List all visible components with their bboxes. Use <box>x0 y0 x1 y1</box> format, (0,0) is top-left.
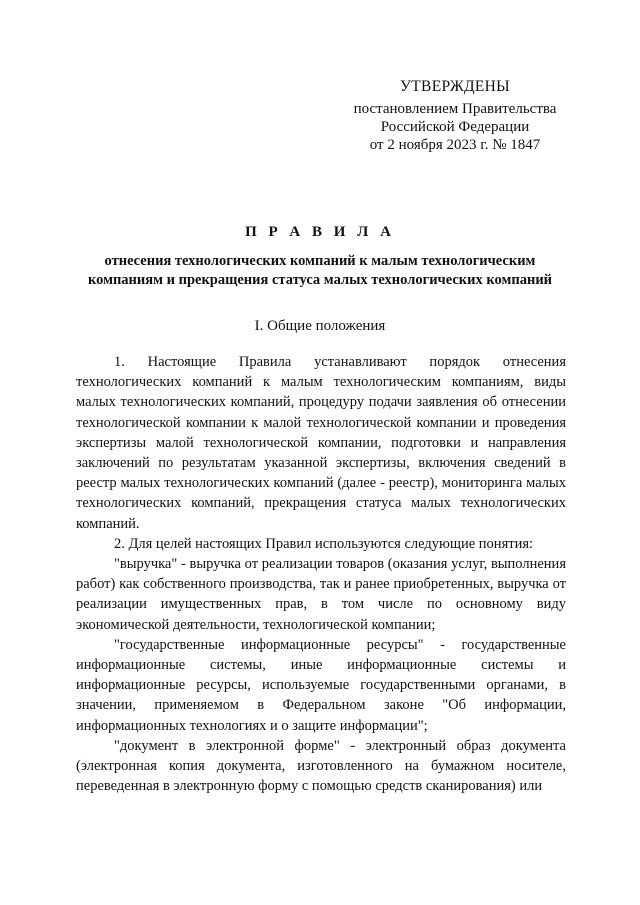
document-subtitle <box>60 252 580 290</box>
paragraph-definitions-intro: 2. Для целей настоящих Правил используются следующие понятия: <box>114 535 534 552</box>
section-heading: I. Общие положения <box>254 318 386 334</box>
approval-line-government: Российской Федерации <box>380 119 530 135</box>
paragraph-rules-scope: 1. Настоящие Правила устанавливают порядок отнесения технологических компаний к малым технологическим компаниям, виды малых технологических компаний, процедуру подачи заявления об отнесении технологической компании к малой технологической компании и проведения экспертизы малой технологической компании, подготовки и направления заключений по результатам указанной экспертизы, включения сведений в реестр малых технологических компаний (далее - реестр), мониторинга малых технологических компаний, прекращения статуса малых технологических компаний. <box>76 354 566 532</box>
subtitle-line-1: отнесения технологических компаний к малым технологическим <box>104 253 536 269</box>
document-title: П Р А В И Л А <box>245 224 395 240</box>
approval-block <box>320 78 590 154</box>
paragraph-definition-revenue: "выручка" - выручка от реализации товаров (оказания услуг, выполнения работ) как собственного производства, так и ранее приобретенных, выручка от реализации имущественных прав, в том числе по основному виду экономической деятельности, технологической компании; <box>76 556 566 633</box>
approval-stamp-title: УТВЕРЖДЕНЫ <box>400 78 510 95</box>
paragraph-definition-electronic-document: "документ в электронной форме" - электронный образ документа (электронная копия документа, изготовленного на бумажном носителе, переведенная в электронную форму с помощью средств сканирования) или <box>76 737 566 795</box>
document-body <box>76 352 566 796</box>
approval-line-date: от 2 ноября 2023 г. № 1847 <box>369 137 541 153</box>
subtitle-line-2: компаниям и прекращения статуса малых технологических компаний <box>87 272 553 288</box>
paragraph-definition-state-resources: "государственные информационные ресурсы" - государственные информационные системы, иные информационные системы и информационные ресурсы, используемые государственными органами, в значении, применяемом в Федеральном законе "Об информации, информационных технологиях и о защите информации"; <box>76 636 566 734</box>
approval-line-decree: постановлением Правительства <box>353 101 557 117</box>
